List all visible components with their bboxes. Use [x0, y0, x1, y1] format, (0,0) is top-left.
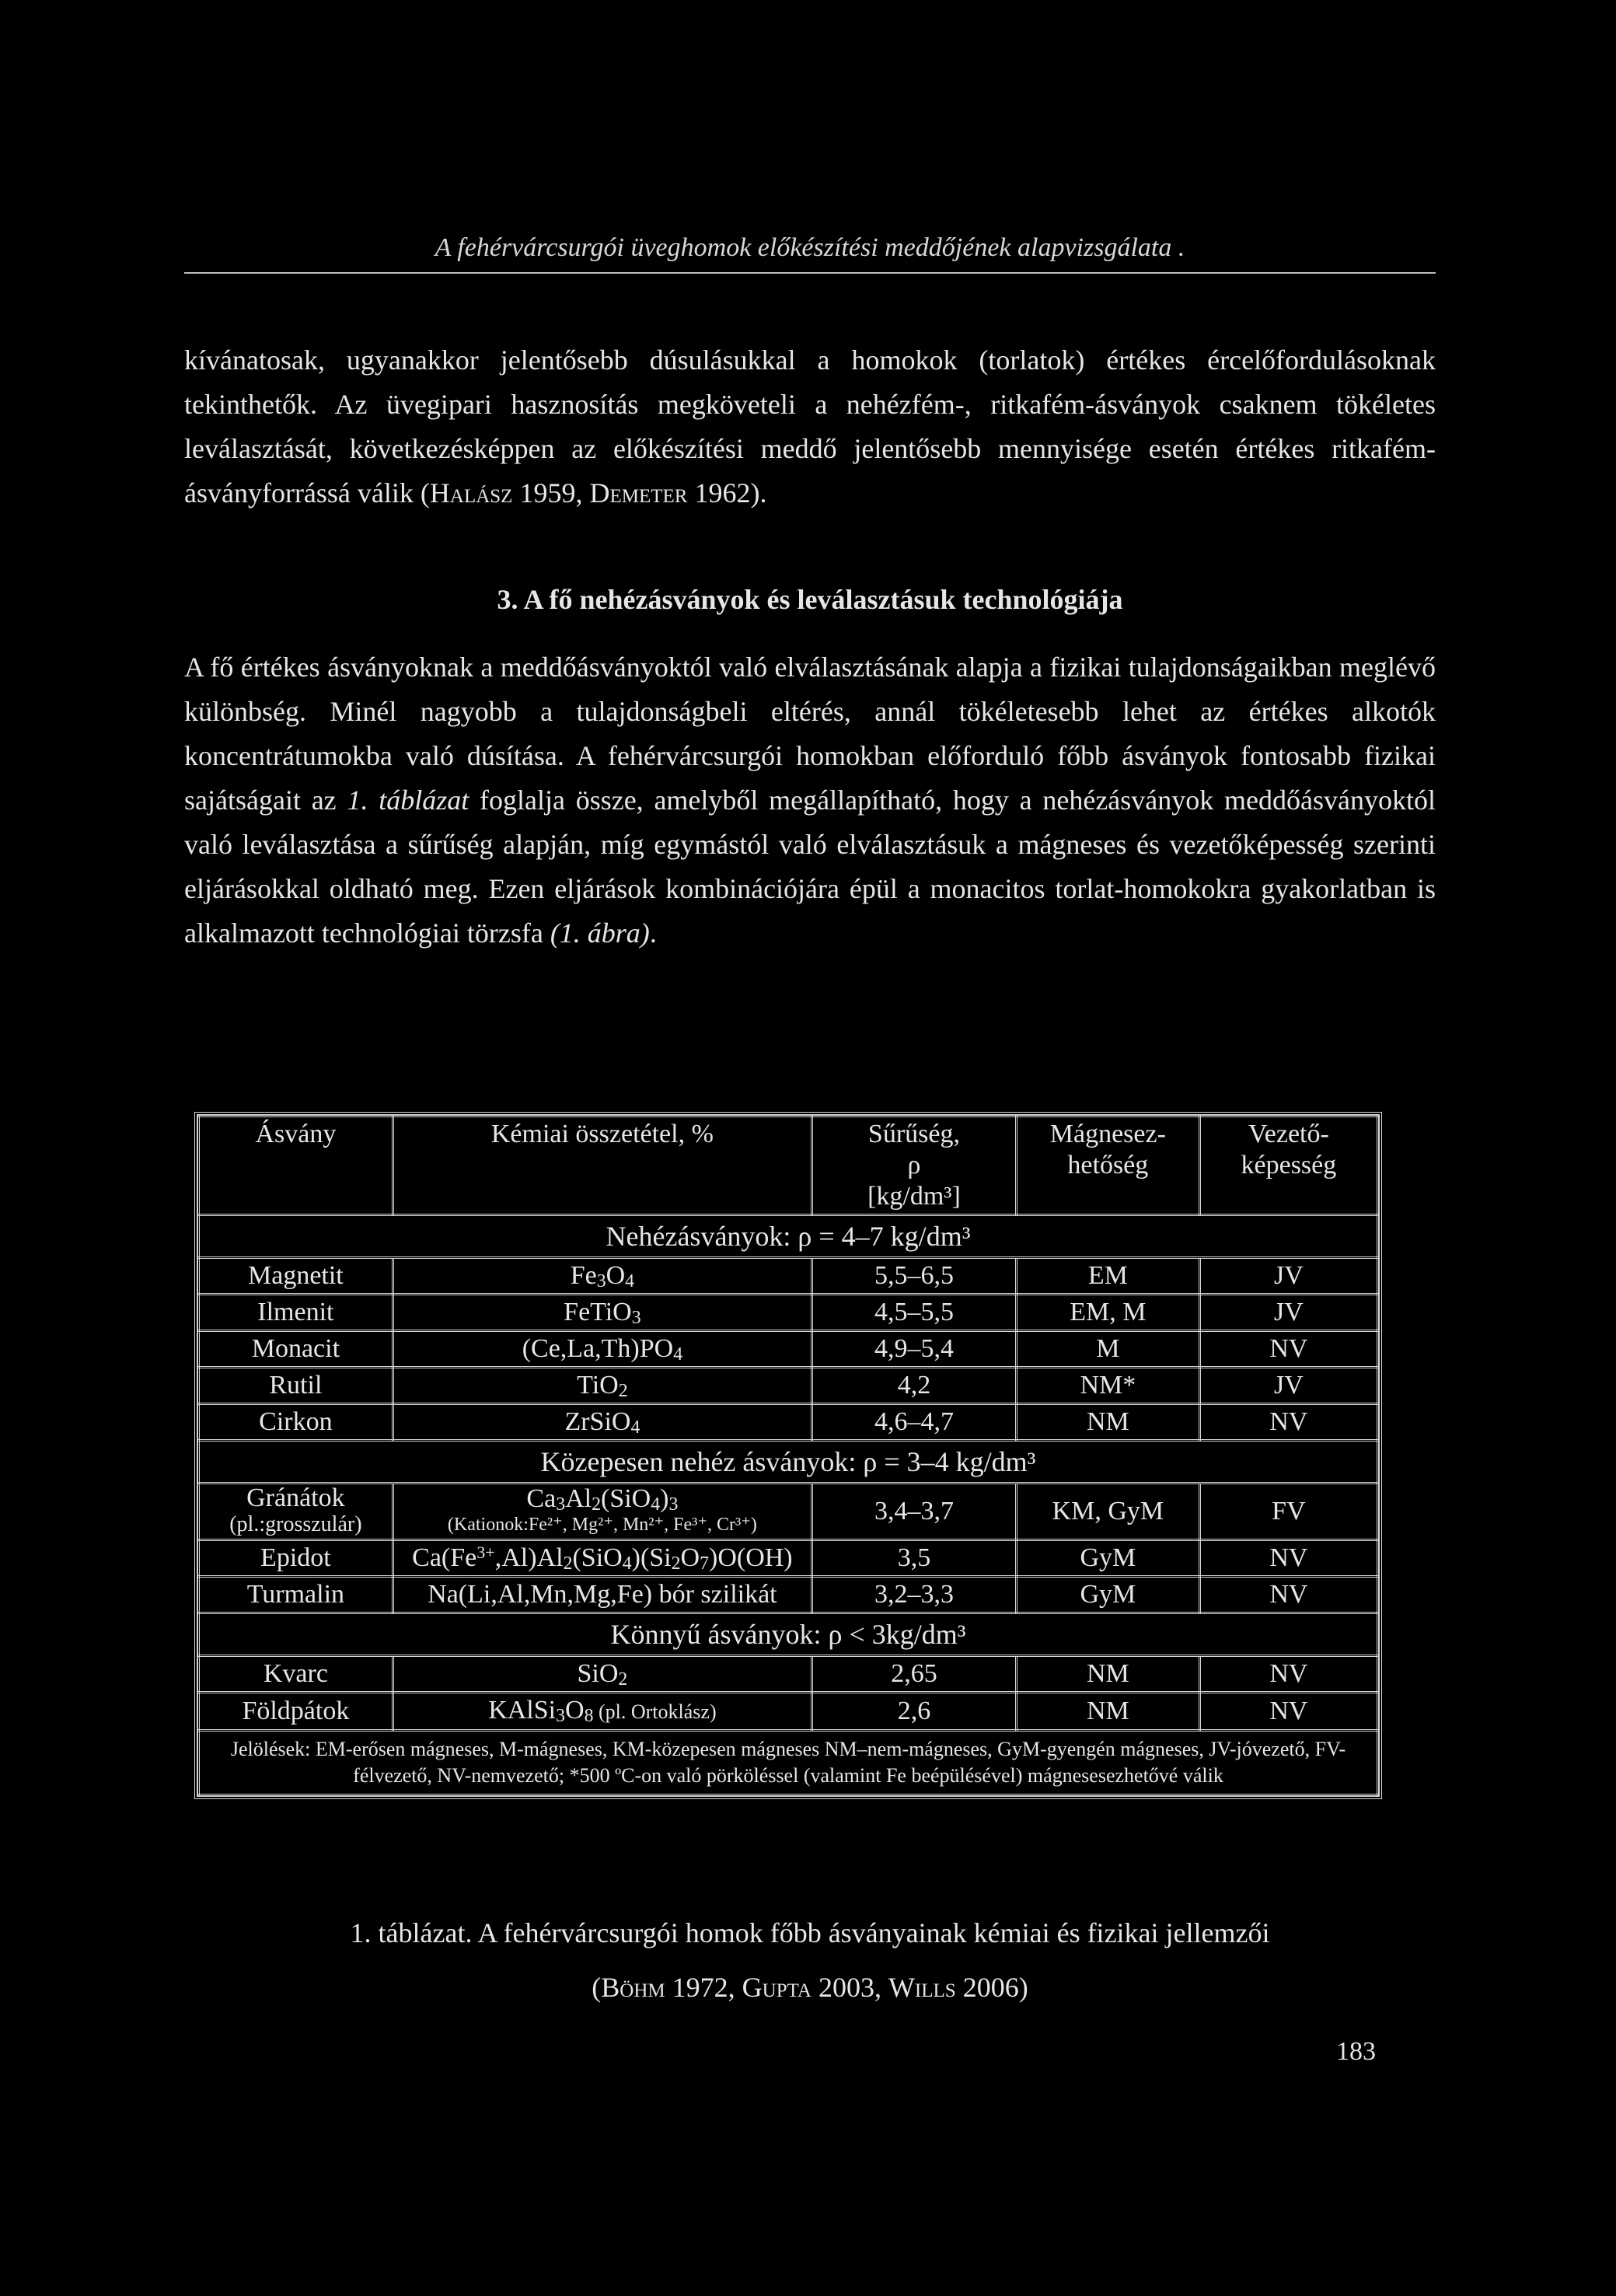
section-heavy: Nehézásványok: ρ = 4–7 kg/dm³ — [199, 1215, 1378, 1258]
table-row: Epidot $Ca(Fe^{3+},Al)Al_2(SiO_4)(Si_2O_7)O(OH)$ 3,5 GyM NV — [199, 1540, 1378, 1577]
citation-halasz: Halász — [429, 477, 513, 508]
paragraph-2-text-a: A fő értékes ásványoknak a meddőásványoktól való elválasztásának alapja a fizikai tulajdonságaikban meglévő különbség. Minél nagyobb a tulajdonságbeli eltérés, annál tökéletesebb lehet az értékes alkotók koncentrátumokba való dúsítása. A fehérvárcsurgói homokban előforduló főbb ásványok fontosabb fizikai sajátságait az — [184, 652, 1436, 816]
table-row: Monacit $(Ce,La,Th)PO_4$ 4,9–5,4 M NV — [199, 1331, 1378, 1368]
formula-epidot: $Ca(Fe^{3+},Al)Al_2(SiO_4)(Si_2O_7)O(OH)$ — [393, 1540, 811, 1577]
table-notes: Jelölések: EM-erősen mágneses, M-mágneses, KM-közepesen mágneses NM–nem-mágneses, GyM-gyengén mágneses, JV-jóvezető, FV-félvezető, NV-nemvezető; *500 ºC-on való pörköléssel (valamint Fe beépülésével) mágnesesezhetővé válik — [199, 1731, 1378, 1795]
formula-magnetit: $Fe_3O_4$ — [393, 1258, 811, 1295]
citation-demeter-year: 1962). — [687, 477, 767, 508]
paragraph-2 — [184, 645, 1436, 956]
paragraph-1 — [184, 338, 1436, 515]
formula-foldpat: $KAlSi_3O_8$ (pl. Ortoklász) — [393, 1693, 811, 1731]
formula-granat: $Ca_3Al_2(SiO_4)_3$ (Kationok:Fe²⁺, Mg²⁺, Mn²⁺, Fe³⁺, Cr³⁺) — [393, 1483, 811, 1540]
table-row: Turmalin Na(Li,Al,Mn,Mg,Fe) bór szilikát 3,2–3,3 GyM NV — [199, 1577, 1378, 1613]
minerals-table — [194, 1112, 1382, 1799]
header-density: Sűrűség, ρ [kg/dm³] — [812, 1117, 1017, 1215]
formula-kvarc: SiO$_2$ — [393, 1656, 811, 1693]
formula-monacit: $(Ce,La,Th)PO_4$ — [393, 1331, 811, 1368]
table-row: Ilmenit FeTiO$_3$ 4,5–5,5 EM, M JV — [199, 1295, 1378, 1331]
formula-rutil: TiO$_2$ — [393, 1368, 811, 1404]
table-caption: 1. táblázat. A fehérvárcsurgói homok főbb ásványainak kémiai és fizikai jellemzői — [350, 1917, 1270, 1948]
section-light: Könnyű ásványok: ρ < 3kg/dm³ — [199, 1613, 1378, 1656]
header-rule — [184, 272, 1436, 274]
header-conductivity: Vezető- képesség — [1199, 1117, 1377, 1215]
paragraph-2-text-b: foglalja össze, amelyből megállapítható, hogy a nehézásványok meddőásványoktól való leválasztása a sűrűség alapján, míg egymástól való elválasztásuk a mágneses és vezetőképesség szerinti eljárásokkal oldható meg. Ezen eljárások kombinációjára épül a monacitos torlat-homokokra gyakorlatban is alkalmazott technológiai törzsfa — [184, 785, 1436, 949]
figure-reference: (1. ábra) — [550, 917, 650, 949]
running-header: A fehérvárcsurgói üveghomok előkészítési meddőjének alapvizsgálata . — [435, 233, 1185, 262]
paragraph-2-text-c: . — [649, 917, 657, 949]
citation-demeter: Demeter — [589, 477, 688, 508]
section-heading: 3. A fő nehézásványok és leválasztásuk technológiája — [497, 584, 1123, 615]
table-row: Cirkon ZrSiO$_4$ 4,6–4,7 NM NV — [199, 1404, 1378, 1441]
section-medium: Közepesen nehéz ásványok: ρ = 3–4 kg/dm³ — [199, 1441, 1378, 1483]
table-caption-citations: (Böhm 1972, Gupta 2003, Wills 2006) — [592, 1972, 1028, 2003]
table-row: Rutil TiO$_2$ 4,2 NM* JV — [199, 1368, 1378, 1404]
header-mineral: Ásvány — [199, 1117, 393, 1215]
table-row: Magnetit $Fe_3O_4$ 5,5–6,5 EM JV — [199, 1258, 1378, 1295]
paragraph-1-text: kívánatosak, ugyanakkor jelentősebb dúsulásukkal a homokok (torlatok) értékes ércelőfordulásoknak tekinthetők. Az üvegipari hasznosítás megköveteli a nehézfém-, ritkafém-ásványok csaknem tökéletes leválasztását, következésképpen az előkészítési meddő jelentősebb mennyisége esetén értékes ritkafém-ásványforrássá válik ( — [184, 344, 1436, 508]
page-number: 183 — [1336, 2037, 1376, 2066]
table-row: Gránátok (pl.:grosszulár) $Ca_3Al_2(SiO_4)_3$ (Kationok:Fe²⁺, Mg²⁺, Mn²⁺, Fe³⁺, Cr³⁺) 3,4–3,7 KM, GyM FV — [199, 1483, 1378, 1540]
table-row: Földpátok $KAlSi_3O_8$ (pl. Ortoklász) 2,6 NM NV — [199, 1693, 1378, 1731]
table-reference: 1. táblázat — [347, 785, 469, 816]
granat-mineral: Gránátok (pl.:grosszulár) — [199, 1483, 393, 1540]
table-header-row — [199, 1117, 1378, 1215]
header-magnetic: Mágnesez- hetőség — [1016, 1117, 1199, 1215]
formula-ilmenit: FeTiO$_3$ — [393, 1295, 811, 1331]
citation-halasz-year: 1959, — [512, 477, 590, 508]
formula-cirkon: ZrSiO$_4$ — [393, 1404, 811, 1441]
table-row: Kvarc SiO$_2$ 2,65 NM NV — [199, 1656, 1378, 1693]
header-composition: Kémiai összetétel, % — [393, 1117, 811, 1215]
